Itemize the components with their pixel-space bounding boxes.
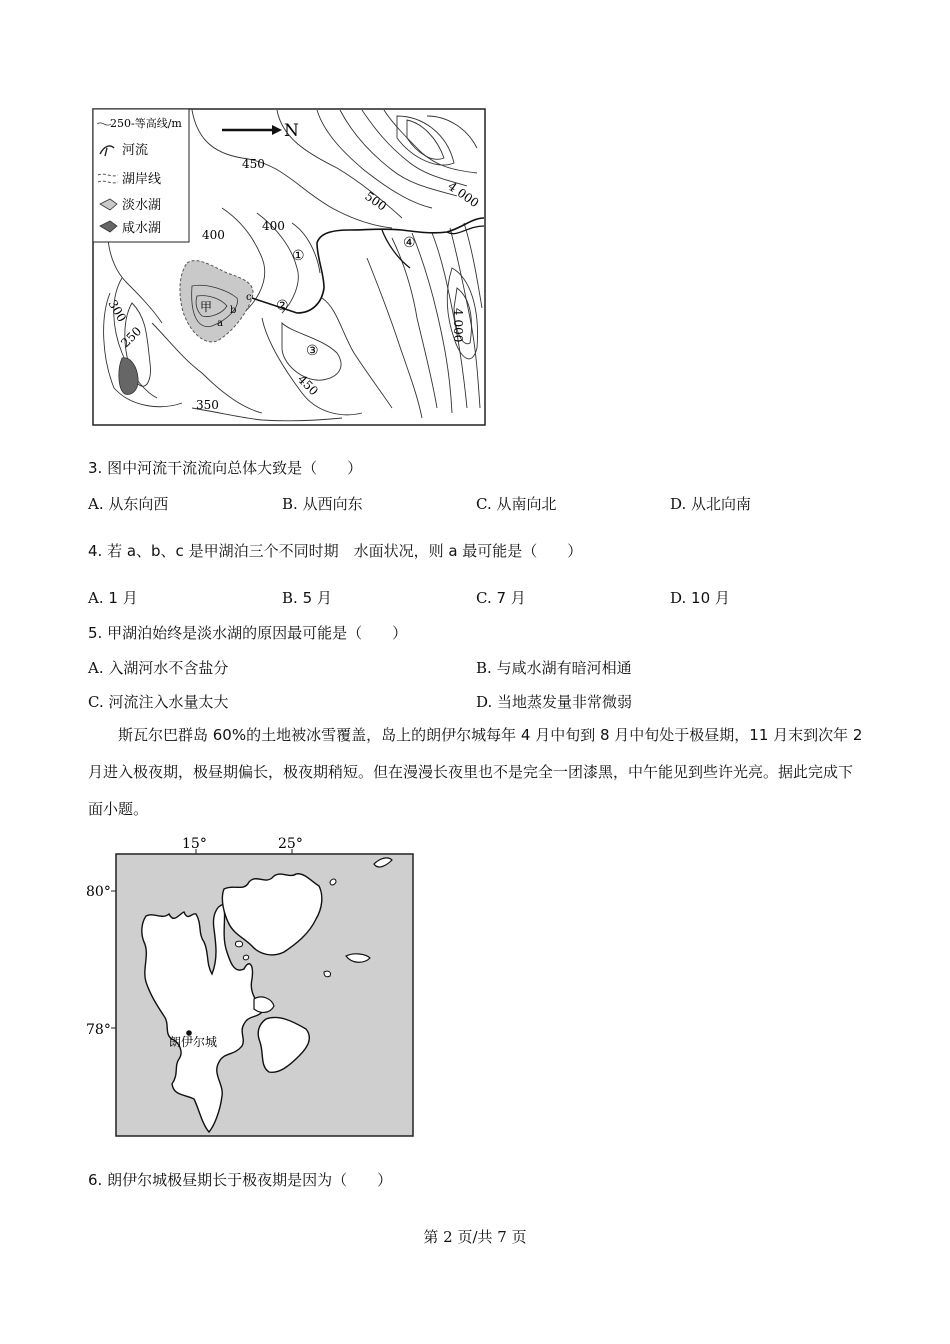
- svg-text:15°: 15°: [182, 836, 207, 852]
- question-4-stem: 4. 若 a、b、c 是甲湖泊三个不同时期 水面状况，则 a 最可能是（ ）: [88, 542, 583, 560]
- q5-option-c[interactable]: C. 河流注入水量太大: [88, 693, 229, 711]
- svg-text:300: 300: [105, 297, 129, 325]
- q4-option-a[interactable]: A. 1 月: [88, 589, 138, 607]
- question-5-stem: 5. 甲湖泊始终是淡水湖的原因最可能是（ ）: [88, 624, 408, 642]
- svg-text:b: b: [230, 305, 237, 316]
- q5-option-a[interactable]: A. 入湖河水不含盐分: [88, 659, 229, 677]
- svg-text:②: ②: [276, 298, 289, 314]
- q5-option-b[interactable]: B. 与咸水湖有暗河相通: [476, 659, 632, 677]
- svg-text:朗伊尔城: 朗伊尔城: [169, 1035, 218, 1049]
- page-footer: 第 2 页/共 7 页: [423, 1228, 527, 1246]
- svg-text:④: ④: [403, 235, 416, 251]
- svg-text:450: 450: [294, 372, 321, 399]
- q4-option-b[interactable]: B. 5 月: [282, 589, 332, 607]
- svg-text:78°: 78°: [86, 1022, 111, 1038]
- svg-text:25°: 25°: [278, 836, 303, 852]
- svg-text:咸水湖: 咸水湖: [122, 221, 162, 236]
- svg-text:500: 500: [362, 188, 390, 214]
- svg-text:450: 450: [242, 157, 265, 171]
- svg-text:甲: 甲: [200, 300, 213, 314]
- svg-text:河流: 河流: [122, 143, 149, 158]
- svalbard-map: [84, 834, 424, 1140]
- reading-passage: 斯瓦尔巴群岛 60%的土地被冰雪覆盖，岛上的朗伊尔城每年 4 月中旬到 8 月中旬处于极昼期，11 月末到次年 2 月进入极夜期，极昼期偏长，极夜期稍短。但在漫漫长夜里也不是完全一团漆黑，中午能见到些许光亮。据此完成下面小题。: [88, 726, 863, 818]
- q3-option-b[interactable]: B. 从西向东: [282, 495, 363, 513]
- svg-text:N: N: [284, 121, 299, 141]
- question-3-stem: 3. 图中河流干流流向总体大致是（ ）: [88, 459, 363, 477]
- svg-text:①: ①: [292, 248, 305, 264]
- q3-option-a[interactable]: A. 从东向西: [88, 495, 169, 513]
- svg-text:淡水湖: 淡水湖: [122, 198, 162, 213]
- question-6-stem: 6. 朗伊尔城极昼期长于极夜期是因为（ ）: [88, 1171, 393, 1189]
- svg-text:400: 400: [262, 219, 285, 233]
- svg-text:250: 250: [118, 324, 145, 351]
- contour-map: [92, 108, 486, 426]
- svg-text:400: 400: [202, 228, 225, 242]
- svg-text:350: 350: [196, 398, 219, 412]
- svg-text:a: a: [217, 318, 223, 329]
- svg-text:c: c: [246, 292, 252, 303]
- svg-text:250-等高线/m: 250-等高线/m: [110, 117, 182, 130]
- svg-text:③: ③: [306, 343, 319, 359]
- q4-option-c[interactable]: C. 7 月: [476, 589, 526, 607]
- svg-text:80°: 80°: [86, 884, 111, 900]
- q3-option-c[interactable]: C. 从南向北: [476, 495, 557, 513]
- svg-text:湖岸线: 湖岸线: [122, 172, 162, 187]
- svg-text:4 000: 4 000: [451, 308, 465, 343]
- q3-option-d[interactable]: D. 从北向南: [670, 495, 752, 513]
- q4-option-d[interactable]: D. 10 月: [670, 589, 730, 607]
- svg-text:4 000: 4 000: [445, 178, 482, 211]
- q5-option-d[interactable]: D. 当地蒸发量非常微弱: [476, 693, 633, 711]
